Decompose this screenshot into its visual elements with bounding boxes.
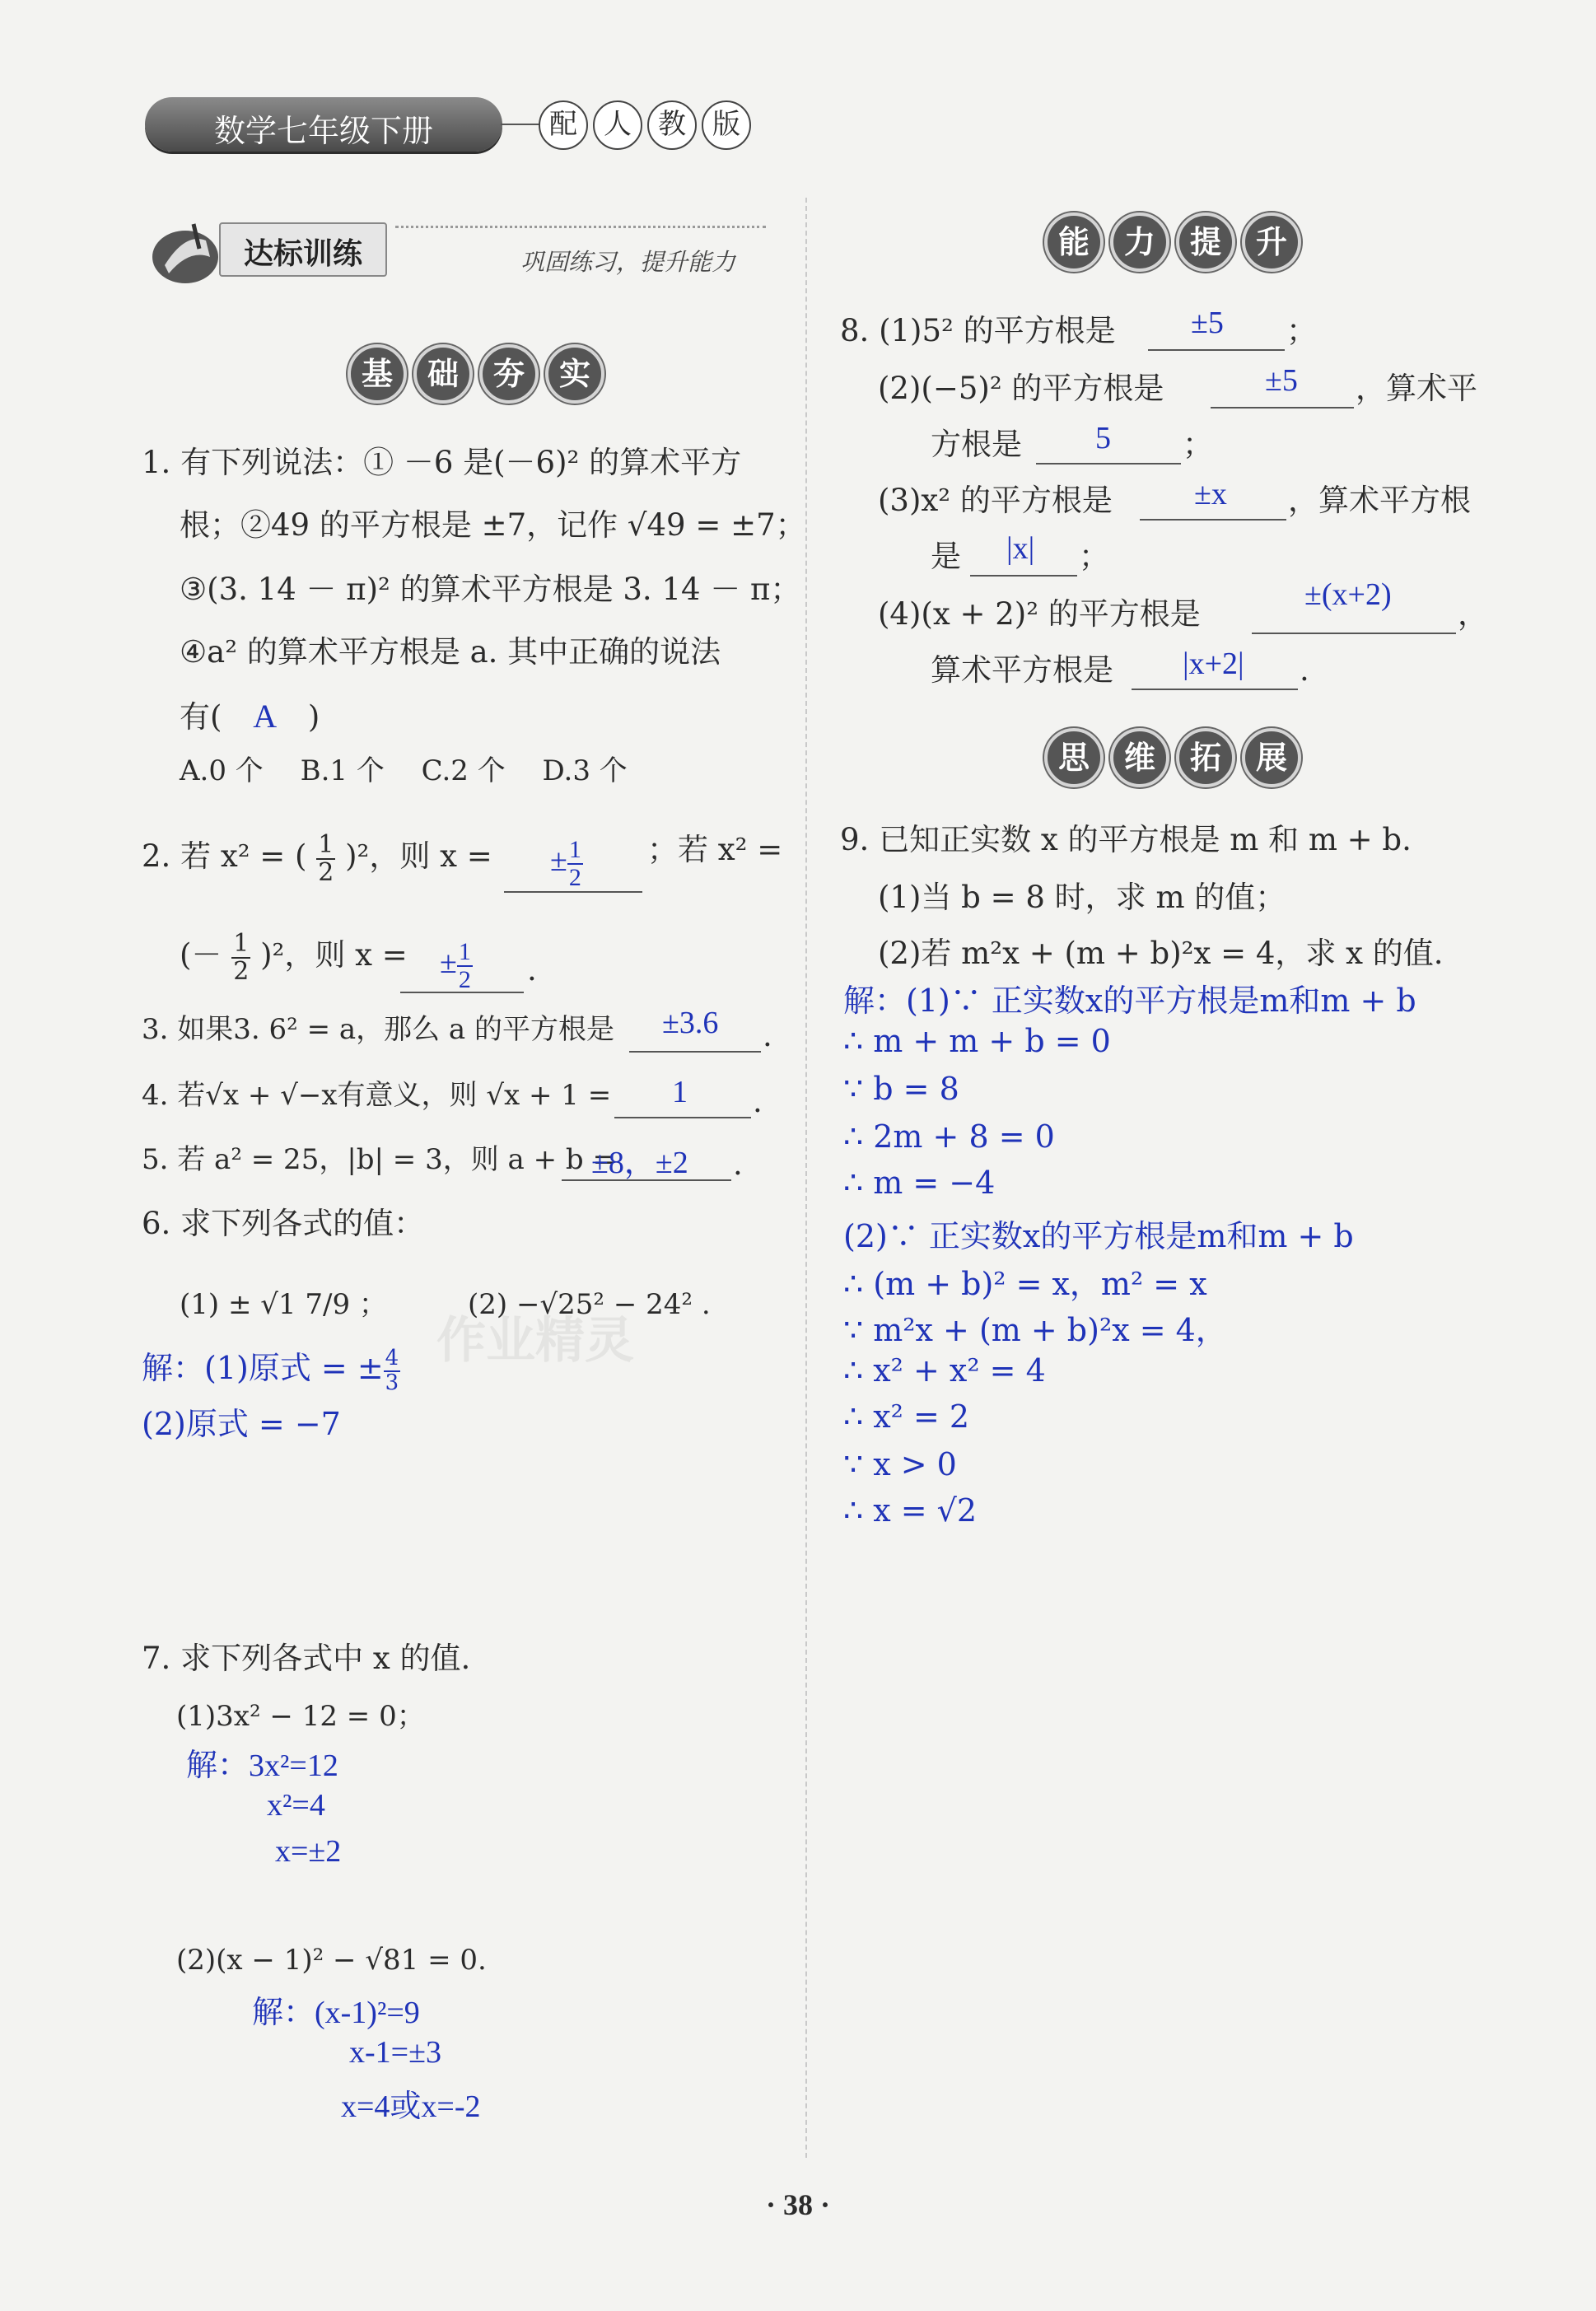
section-basic [344, 344, 608, 404]
q2-fraction2 [231, 931, 250, 984]
q7-sol2-line: 解：(x-1)²=9 [252, 1996, 420, 2030]
book-title: 数学七年级下册 [213, 113, 433, 149]
header-connector [501, 124, 542, 125]
q6-sol1-frac [384, 1347, 401, 1394]
section-char: 力 [1110, 212, 1169, 272]
q8-answer6: ±(x+2) [1304, 577, 1392, 612]
banner [148, 216, 774, 285]
q1-paren-open: 有( [180, 699, 222, 735]
q7-part2: (2)(x − 1)² − √81 = 0. [176, 1944, 487, 1977]
q6-sol1-den: 3 [385, 1370, 399, 1395]
q5-answer: ±8，±2 [591, 1146, 688, 1180]
q1-line4: ④a² 的算术平方根是 a. 其中正确的说法 [180, 634, 721, 670]
q8-line7-end: . [1300, 652, 1309, 688]
q4-answer: 1 [672, 1075, 688, 1109]
q1-line1: 1. 有下列说法：① －6 是(－6)² 的算术平方 [142, 445, 742, 480]
section-char: 础 [413, 344, 473, 404]
q8-answer4: ±x [1194, 477, 1227, 511]
q8-answer1: ±5 [1191, 306, 1224, 340]
q8-line2: (2)(−5)² 的平方根是 [878, 371, 1164, 406]
banner-title-box [219, 222, 387, 277]
q2-prefix: 2. 若 x² = ( [142, 838, 307, 874]
edition-char: 版 [702, 100, 751, 150]
q8-line4b: ，算术平方根 [1288, 483, 1471, 518]
q9-sol-line: ∴ x² + x² = 4 [843, 1352, 1046, 1389]
q3-blank [629, 1051, 761, 1053]
q8-line3: 方根是 [931, 427, 1022, 462]
section-char: 拓 [1176, 728, 1235, 787]
q8-line6: (4)(x + 2)² 的平方根是 [878, 596, 1201, 632]
q4-end: . [753, 1084, 763, 1119]
q2-answer1 [550, 837, 583, 890]
column-divider [805, 198, 807, 2158]
q8-line6-end: ， [1458, 596, 1488, 632]
q8-line3-end: ； [1183, 427, 1213, 462]
q2-ans2-frac [457, 939, 473, 992]
section-char: 升 [1242, 212, 1301, 272]
q1-line5 [180, 697, 320, 736]
q8-blank7 [1132, 689, 1298, 690]
q8-line7: 算术平方根是 [931, 652, 1113, 688]
q8-line2b: ，算术平 [1356, 371, 1477, 406]
q8-answer3: 5 [1095, 421, 1111, 455]
q2-ans1-den: 2 [568, 863, 581, 891]
section-char: 维 [1110, 728, 1169, 787]
q8-line5-end: ； [1079, 539, 1109, 574]
edition-char: 人 [593, 100, 642, 150]
q2-ans2-num: 1 [458, 938, 471, 965]
q2-frac-num: 1 [318, 830, 334, 859]
q6-sol1-num: 4 [385, 1346, 399, 1371]
q8-answer5: |x| [1006, 531, 1035, 566]
section-char: 夯 [479, 344, 539, 404]
q7-title: 7. 求下列各式中 x 的值. [142, 1641, 471, 1676]
banner-subtitle: 巩固练习，提升能力 [520, 248, 736, 276]
q2-frac2-num: 1 [233, 929, 250, 958]
section-ability [1041, 212, 1304, 272]
q1-answer: A [253, 698, 278, 735]
q9-line2: (1)当 b = 8 时，求 m 的值； [878, 880, 1286, 915]
section-char: 展 [1242, 728, 1301, 787]
q2-mid: )²，则 x = [345, 838, 492, 874]
q5-blank [562, 1179, 731, 1181]
q1-line2: 根；②49 的平方根是 ±7，记作 √49 = ±7； [180, 507, 806, 543]
q9-sol-line: 解：(1)∵ 正实数x的平方根是m和m + b [843, 983, 1416, 1019]
q6-sol1-text: 解：(1)原式 = ± [142, 1350, 384, 1386]
section-char: 能 [1044, 212, 1104, 272]
q2-blank2 [400, 992, 524, 993]
edition-char: 配 [539, 100, 588, 150]
q2-line2-mid: )²，则 x = [260, 937, 408, 973]
q9-sol-line: ∵ b = 8 [843, 1071, 959, 1107]
q8-line4: (3)x² 的平方根是 [878, 483, 1113, 518]
q3-end: . [763, 1018, 772, 1053]
q9-sol-line: ∴ x = √2 [843, 1492, 978, 1529]
q6-sol1 [142, 1342, 400, 1394]
section-char: 思 [1044, 728, 1104, 787]
page-number: · 38 · [765, 2188, 830, 2221]
q8-line1: 8. (1)5² 的平方根是 [840, 313, 1116, 348]
q1-options: A.0 个 B.1 个 C.2 个 D.3 个 [180, 754, 628, 787]
q9-sol-line: ∴ m + m + b = 0 [843, 1023, 1111, 1059]
q2-ans1-num: 1 [568, 836, 581, 863]
q2-line1 [142, 832, 492, 885]
q1-paren-close: ) [307, 699, 320, 735]
q2-line2 [180, 931, 408, 984]
q6-part2: (2) −√25² − 24² . [468, 1288, 711, 1321]
q8-blank5 [970, 575, 1077, 577]
edition-char: 教 [647, 100, 697, 150]
section-char: 基 [348, 344, 407, 404]
q5-text: 5. 若 a² = 25，|b| = 3，则 a + b = [142, 1143, 616, 1176]
q9-sol-line: ∵ x > 0 [843, 1446, 957, 1482]
q2-semi: ；若 x² = [647, 832, 783, 867]
watermark: 作业精灵 [436, 1312, 634, 1370]
q3-text: 3. 如果3. 6² = a，那么 a 的平方根是 [142, 1013, 615, 1046]
q7-part1: (1)3x² − 12 = 0； [176, 1700, 425, 1733]
q8-blank2 [1211, 407, 1354, 409]
q6-title: 6. 求下列各式的值： [142, 1206, 425, 1241]
section-char: 实 [545, 344, 604, 404]
banner-icon [148, 216, 222, 285]
edition-badges [539, 100, 751, 150]
q9-line1: 9. 已知正实数 x 的平方根是 m 和 m + b. [840, 822, 1412, 857]
q9-sol-line: ∴ (m + b)² = x，m² = x [843, 1266, 1207, 1302]
q9-line3: (2)若 m²x + (m + b)²x = 4，求 x 的值. [878, 936, 1444, 971]
q3-answer: ±3.6 [662, 1006, 719, 1040]
banner-title: 达标训练 [243, 237, 362, 271]
book-title-pill [145, 97, 502, 152]
q8-blank1 [1148, 349, 1285, 351]
q7-sol1-line: 解：3x²=12 [186, 1748, 338, 1783]
banner-dash [395, 226, 766, 228]
q7-sol1-line: x²=4 [267, 1788, 325, 1823]
section-char: 提 [1176, 212, 1235, 272]
q7-sol2-line: x-1=±3 [349, 2035, 441, 2070]
section-thinking [1041, 728, 1304, 787]
q4-text: 4. 若√x + √−x有意义，则 √x + 1 = [142, 1079, 612, 1112]
q9-sol-line: (2)∵ 正实数x的平方根是m和m + b [843, 1218, 1354, 1254]
q6-part1: (1) ± √1 7/9 ； [180, 1288, 387, 1321]
q8-answer2: ±5 [1265, 363, 1298, 398]
q2-frac-den: 2 [318, 857, 334, 887]
q2-ans2-den: 2 [458, 965, 471, 993]
q2-fraction [316, 832, 335, 885]
q6-sol2: (2)原式 = −7 [142, 1406, 341, 1442]
q8-answer7: |x+2| [1183, 647, 1244, 681]
q2-end: . [527, 952, 537, 987]
q5-end: . [733, 1146, 743, 1182]
q9-sol-line: ∴ 2m + 8 = 0 [843, 1118, 1055, 1155]
q9-sol-line: ∵ m²x + (m + b)²x = 4， [843, 1312, 1227, 1348]
q1-line3: ③(3. 14 － π)² 的算术平方根是 3. 14 － π； [180, 572, 801, 607]
q2-line2-pre: (－ [180, 937, 222, 973]
q2-answer2 [440, 939, 473, 992]
q8-blank6 [1252, 633, 1456, 634]
q2-blank1 [504, 891, 642, 893]
q2-frac2-den: 2 [233, 956, 250, 986]
q7-sol2-line: x=4或x=-2 [341, 2089, 481, 2124]
q2-pm: ± [550, 843, 567, 879]
q4-blank [614, 1117, 751, 1118]
q8-blank3 [1036, 463, 1181, 465]
q9-sol-line: ∴ x² = 2 [843, 1398, 970, 1435]
q2-pm2: ± [440, 945, 457, 981]
q8-blank4 [1140, 519, 1286, 521]
q7-sol1-line: x=±2 [275, 1834, 342, 1869]
q9-sol-line: ∴ m = −4 [843, 1165, 996, 1201]
q8-line5: 是 [931, 539, 961, 574]
q8-line1-end: ； [1286, 313, 1317, 348]
q2-ans1-frac [567, 837, 583, 890]
